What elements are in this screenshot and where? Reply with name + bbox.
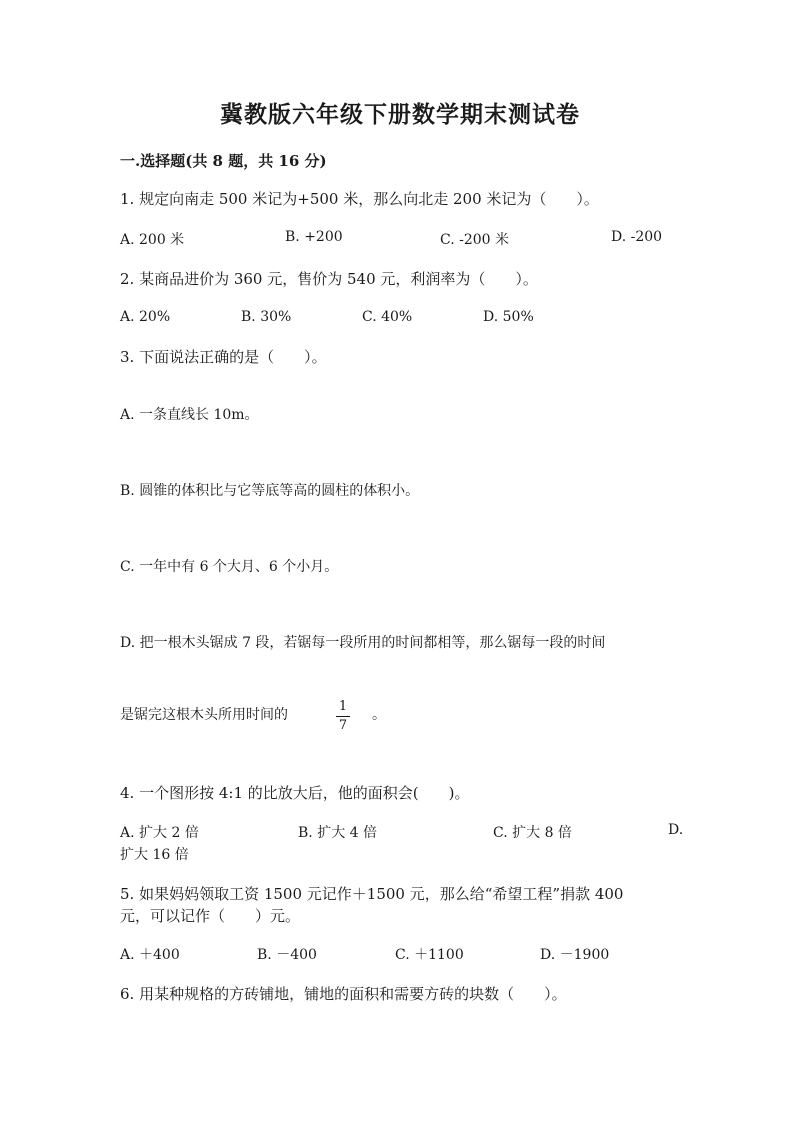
q3-option-d-continuation: 是锯完这根木头所用时间的: [120, 707, 288, 723]
question-3-stem: 3. 下面说法正确的是（ ）。: [120, 348, 327, 366]
q5-option-b: B. －400: [257, 947, 317, 963]
q1-option-d: D. -200: [611, 229, 663, 245]
question-5-stem: 5. 如果妈妈领取工资 1500 元记作＋1500 元，那么给“希望工程”捐款 400: [120, 885, 624, 903]
question-4-stem: 4. 一个图形按 4:1 的比放大后，他的面积会( )。: [120, 784, 470, 802]
q2-option-c: C. 40%: [362, 309, 413, 325]
q5-option-c: C. ＋1100: [395, 947, 464, 963]
q2-option-d: D. 50%: [483, 309, 534, 325]
q3-option-c: C. 一年中有 6 个大月、6 个小月。: [120, 559, 339, 575]
section-heading: 一.选择题(共 8 题，共 16 分): [120, 152, 327, 170]
q4-option-c: C. 扩大 8 倍: [493, 825, 572, 841]
fraction-bar: [336, 716, 350, 717]
q2-option-b: B. 30%: [241, 309, 292, 325]
fraction-numerator: 1: [338, 699, 348, 714]
q3-option-d-end: 。: [372, 707, 386, 723]
q4-option-b: B. 扩大 4 倍: [298, 825, 377, 841]
q3-option-d: D. 把一根木头锯成 7 段，若锯每一段所用的时间都相等，那么锯每一段的时间: [120, 635, 606, 651]
question-6-stem: 6. 用某种规格的方砖铺地，铺地的面积和需要方砖的块数（ ）。: [120, 985, 567, 1003]
q3-option-b: B. 圆锥的体积比与它等底等高的圆柱的体积小。: [120, 483, 420, 499]
fraction-one-seventh: [336, 700, 350, 733]
question-5-stem-line2: 元，可以记作（ ）元。: [120, 907, 301, 925]
page-title: 冀教版六年级下册数学期末测试卷: [220, 101, 580, 128]
fraction-denominator: 7: [338, 718, 348, 733]
q1-option-a: A. 200 米: [120, 232, 185, 248]
q1-option-b: B. +200: [285, 229, 343, 245]
q4-option-d: D.: [668, 822, 684, 838]
q5-option-a: A. ＋400: [120, 947, 180, 963]
q3-option-a: A. 一条直线长 10m。: [120, 407, 259, 423]
question-2-stem: 2. 某商品进价为 360 元，售价为 540 元，利润率为（ ）。: [120, 270, 538, 288]
q5-option-d: D. －1900: [540, 947, 610, 963]
q1-option-c: C. -200 米: [440, 232, 510, 248]
question-1-stem: 1. 规定向南走 500 米记为+500 米，那么向北走 200 米记为（ ）。: [120, 190, 599, 208]
q2-option-a: A. 20%: [120, 309, 171, 325]
q4-option-a: A. 扩大 2 倍: [120, 825, 199, 841]
q4-option-d-wrap: 扩大 16 倍: [120, 847, 189, 863]
